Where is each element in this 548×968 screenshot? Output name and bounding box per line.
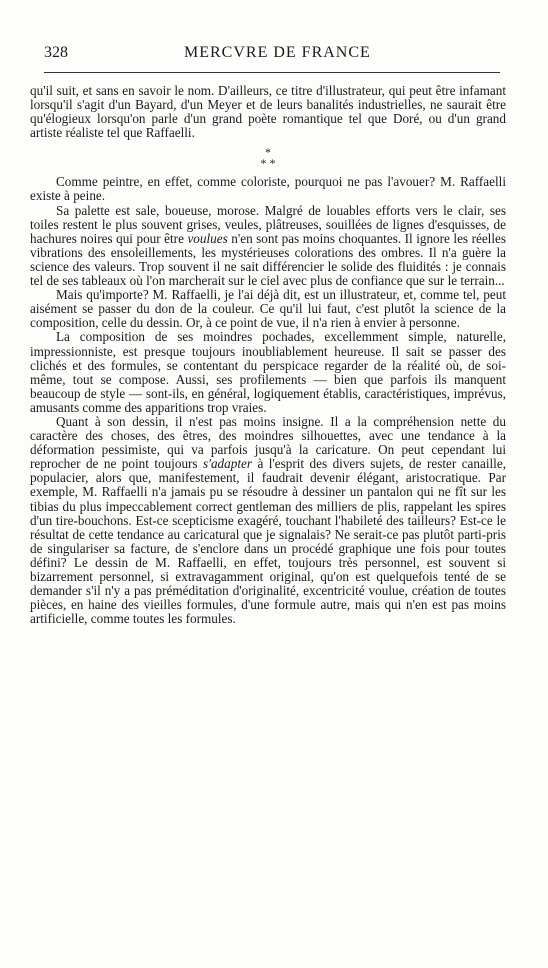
page-number: 328 <box>44 44 68 61</box>
paragraph-illustrator: Mais qu'importe? M. Raffaelli, je l'ai déjà dit, est un illustrateur, et, comme tel, peut aisément se passer du don de la couleur. Ce qu'il lui faut, c'est plutôt la science de la composition, celle du dessin. Or, à ce point de vue, il n'a rien à envier à personne. <box>30 287 506 331</box>
paragraph-palette <box>30 204 506 289</box>
paragraph-palette-em: voulues <box>187 230 228 246</box>
asterism-bottom: * * <box>260 156 276 171</box>
paragraph-drawing-a: Quant à son dessin, il n'est pas moins insigne. Il a la compréhension nette du caractère des choses, des êtres, des moindres silhouettes, avec une tendance à la déformation pessimiste, qui va parfois jusqu'à la caricature. On peut cependant lui reprocher de ne point toujours <box>30 413 506 472</box>
paragraph-palette-a: Sa palette est sale, boueuse, morose. Malgré de louables efforts vers le clair, ses toiles restent le plus souvent grises, veules, plâtreuses, souillées de lignes d'esquisses, de hachures noires qui pour être <box>30 202 506 246</box>
section-break-asterism <box>30 147 506 169</box>
paragraph-drawing-b: à l'esprit des divers sujets, de rester canaille, populacier, alors que, manifestement, il faudrait devenir élégant, aristocratique. Par exemple, M. Raffaelli n'a jamais pu se résoudre à dessiner un pantalon qui ne fît sur les tibias du plus impeccablement correct gentleman des milliers de plis, rappelant les spires d'un tire-bouchons. Est-ce scepticisme exagéré, touchant l'habileté des tailleurs? Est-ce le résultat de cette tendance au caricatural que je signalais? Ne serait-ce pas plutôt parti-pris de singulariser sa facture, de s'enclore dans un procédé graphique une fois pour toutes défini? Le dessin de M. Raffaelli, en effet, toujours très personnel, est souvent si bizarrement personnel, si extravagamment original, qu'on est quelquefois tenté de se demander s'il n'y a pas préméditation d'originalité, excentricité voulue, création de toutes pièces, en haine des vieilles formules, d'une formule autre, mais qui n'en est pas moins artificielle, comme toutes les formules. <box>30 456 506 627</box>
paragraph-painter: Comme peintre, en effet, comme coloriste, pourquoi ne pas l'avouer? M. Raffaelli existe à peine. <box>30 174 506 204</box>
body-text <box>30 84 506 626</box>
paragraph-composition: La composition de ses moindres pochades, excellemment simple, naturelle, impressionniste, est presque toujours inoubliablement heureuse. Il sait se passer des clichés et des formules, se contentant du perspicace regarder de la réalité où, de soi-même, tout se compose. Aussi, ses profilements — bien que parfois ils manquent beaucoup de style — sont-ils, en général, logiquement établis, caractéristiques, imprévus, amusants comme des apparitions trop vraies. <box>30 329 506 415</box>
paragraph-palette-b: n'en sont pas moins choquantes. Il ignore les réelles vibrations des ensoleillements, les mystérieuses colorations des ombres. Il n'a guère la science des valeurs. Trop souvent il ne sait différencier le solide des fluidités : je connais tel de ses tableaux où l'on marcherait sur le ciel avec plus de confiance que sur le terrain... <box>30 230 506 289</box>
paragraph-drawing-em: s'adapter <box>203 456 252 472</box>
asterism-top: * <box>265 145 271 160</box>
running-head: MERCVRE DE FRANCE <box>184 44 371 61</box>
page-header <box>44 44 504 66</box>
paragraph-continued: qu'il suit, et sans en savoir le nom. D'ailleurs, ce titre d'illustrateur, qui peut être infamant lorsqu'il s'agit d'un Bayard, d'un Meyer et de leurs banalités industrielles, ne saurait être qu'élogieux lorsqu'on parle d'un grand poète romantique tel que Doré, ou d'un grand artiste réaliste tel que Raffaelli. <box>30 83 506 141</box>
paragraph-drawing <box>30 415 506 626</box>
header-rule <box>44 72 500 73</box>
